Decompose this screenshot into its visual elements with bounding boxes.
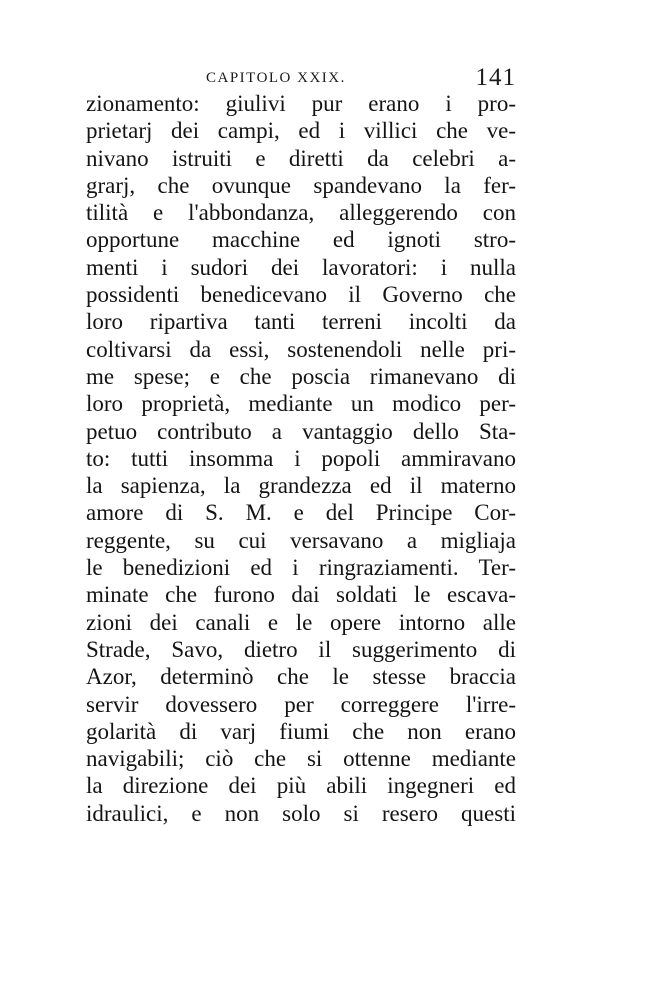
text-line: le benedizioni ed i ringraziamenti. Ter- bbox=[86, 555, 516, 581]
text-line: coltivarsi da essi, sostenendoli nelle pri- bbox=[86, 336, 516, 362]
body-text bbox=[86, 90, 516, 827]
text-line: to: tutti insomma i popoli ammiravano bbox=[86, 445, 516, 471]
text-line: minate che furono dai soldati le escava- bbox=[86, 582, 516, 608]
text-line: zioni dei canali e le opere intorno alle bbox=[86, 609, 516, 635]
text-line: navigabili; ciò che si ottenne mediante bbox=[86, 746, 516, 772]
text-line: idraulici, e non solo si resero questi bbox=[86, 800, 516, 826]
text-line: la direzione dei più abili ingegneri ed bbox=[86, 773, 516, 799]
text-line: prietarj dei campi, ed i villici che ve- bbox=[86, 118, 516, 144]
text-line: Azor, determinò che le stesse braccia bbox=[86, 664, 516, 690]
text-line: loro ripartiva tanti terreni incolti da bbox=[86, 309, 516, 335]
chapter-title: CAPITOLO XXIX. bbox=[206, 70, 346, 86]
text-line: Strade, Savo, dietro il suggerimento di bbox=[86, 636, 516, 662]
text-line: amore di S. M. e del Principe Cor- bbox=[86, 500, 516, 526]
text-line: possidenti benedicevano il Governo che bbox=[86, 282, 516, 308]
text-line: nivano istruiti e diretti da celebri a- bbox=[86, 145, 516, 171]
text-line: grarj, che ovunque spandevano la fer- bbox=[86, 172, 516, 198]
text-line: menti i sudori dei lavoratori: i nulla bbox=[86, 254, 516, 280]
text-line: servir dovessero per correggere l'irre- bbox=[86, 691, 516, 717]
text-line: opportune macchine ed ignoti stro- bbox=[86, 227, 516, 253]
text-line: la sapienza, la grandezza ed il materno bbox=[86, 473, 516, 499]
text-line: golarità di varj fiumi che non erano bbox=[86, 718, 516, 744]
page-number: 141 bbox=[475, 64, 516, 91]
text-line: me spese; e che poscia rimanevano di bbox=[86, 363, 516, 389]
text-line: tilità e l'abbondanza, alleggerendo con bbox=[86, 200, 516, 226]
text-line: loro proprietà, mediante un modico per- bbox=[86, 391, 516, 417]
text-line: reggente, su cui versavano a migliaja bbox=[86, 527, 516, 553]
text-line: petuo contributo a vantaggio dello Sta- bbox=[86, 418, 516, 444]
text-line: zionamento: giulivi pur erano i pro- bbox=[86, 91, 516, 116]
